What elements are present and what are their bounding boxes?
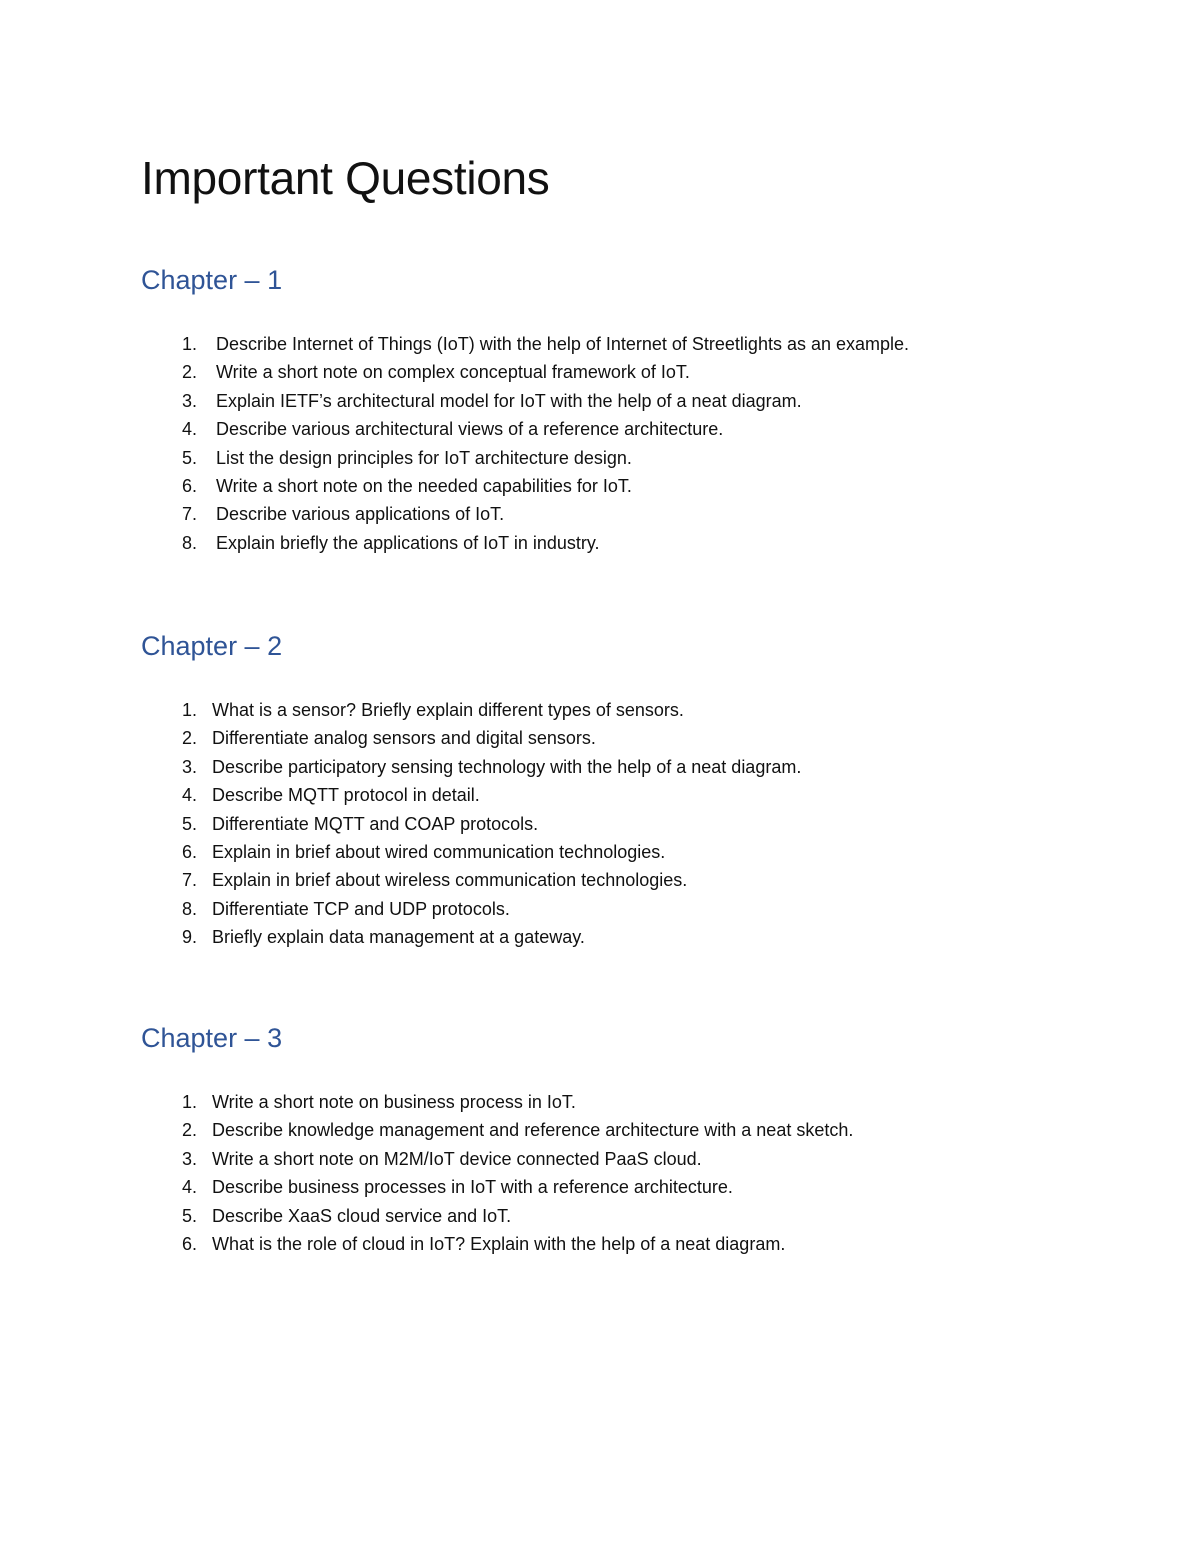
question-text: What is the role of cloud in IoT? Explain with the help of a neat diagram. [212, 1233, 786, 1254]
chapter-1-heading: Chapter – 1 [141, 265, 283, 295]
chapter-1-section [141, 263, 1141, 553]
question-number: 2. [181, 1120, 197, 1141]
chapter-3-heading: Chapter – 3 [141, 1023, 283, 1053]
question-text: What is a sensor? Briefly explain different types of sensors. [212, 700, 684, 720]
question-number: 4. [181, 1177, 197, 1198]
question-text: Briefly explain data management at a gateway. [212, 927, 585, 948]
question-number: 1. [181, 700, 197, 720]
question-text: Describe various applications of IoT. [216, 504, 505, 525]
question-text: Describe participatory sensing technology with the help of a neat diagram. [212, 756, 802, 777]
question-number: 5. [181, 813, 197, 834]
question-text: Describe XaaS cloud service and IoT. [212, 1205, 512, 1226]
question-text: List the design principles for IoT architecture design. [216, 447, 632, 468]
question-text: Explain briefly the applications of IoT in industry. [216, 532, 600, 553]
question-text: Differentiate analog sensors and digital sensors. [212, 728, 596, 749]
question-number: 1. [181, 334, 197, 354]
question-number: 6. [181, 475, 197, 496]
question-number: 5. [181, 447, 197, 468]
question-text: Describe various architectural views of a reference architecture. [216, 419, 724, 440]
question-text: Write a short note on complex conceptual framework of IoT. [216, 362, 690, 383]
question-number: 4. [181, 419, 197, 440]
question-number: 2. [181, 728, 197, 749]
question-text: Explain IETF’s architectural model for IoT with the help of a neat diagram. [216, 390, 802, 411]
question-number: 6. [181, 841, 197, 862]
question-number: 8. [181, 532, 197, 553]
question-number: 3. [181, 390, 197, 411]
question-number: 2. [181, 362, 197, 383]
question-number: 6. [181, 1233, 197, 1254]
question-text: Describe Internet of Things (IoT) with the help of Internet of Streetlights as an example. [216, 334, 910, 354]
question-number: 3. [181, 1148, 197, 1169]
question-text: Describe business processes in IoT with a reference architecture. [212, 1177, 733, 1198]
chapter-2-section [141, 629, 1141, 948]
question-text: Write a short note on business process in IoT. [212, 1092, 576, 1112]
question-text: Explain in brief about wireless communication technologies. [212, 870, 688, 891]
question-text: Explain in brief about wired communication technologies. [212, 841, 666, 862]
question-text: Describe MQTT protocol in detail. [212, 785, 480, 806]
chapter-2-heading: Chapter – 2 [141, 631, 283, 661]
question-number: 9. [181, 927, 197, 948]
page-title: Important Questions [141, 152, 550, 204]
chapter-3-section [141, 1021, 1141, 1254]
question-number: 1. [181, 1092, 197, 1112]
question-number: 3. [181, 756, 197, 777]
question-number: 7. [181, 870, 197, 891]
question-number: 4. [181, 785, 197, 806]
question-number: 7. [181, 504, 197, 525]
question-number: 5. [181, 1205, 197, 1226]
question-number: 8. [181, 898, 197, 919]
question-text: Differentiate MQTT and COAP protocols. [212, 813, 539, 834]
question-text: Describe knowledge management and reference architecture with a neat sketch. [212, 1120, 854, 1141]
question-text: Write a short note on the needed capabilities for IoT. [216, 475, 632, 496]
question-text: Differentiate TCP and UDP protocols. [212, 898, 510, 919]
question-text: Write a short note on M2M/IoT device connected PaaS cloud. [212, 1148, 702, 1169]
